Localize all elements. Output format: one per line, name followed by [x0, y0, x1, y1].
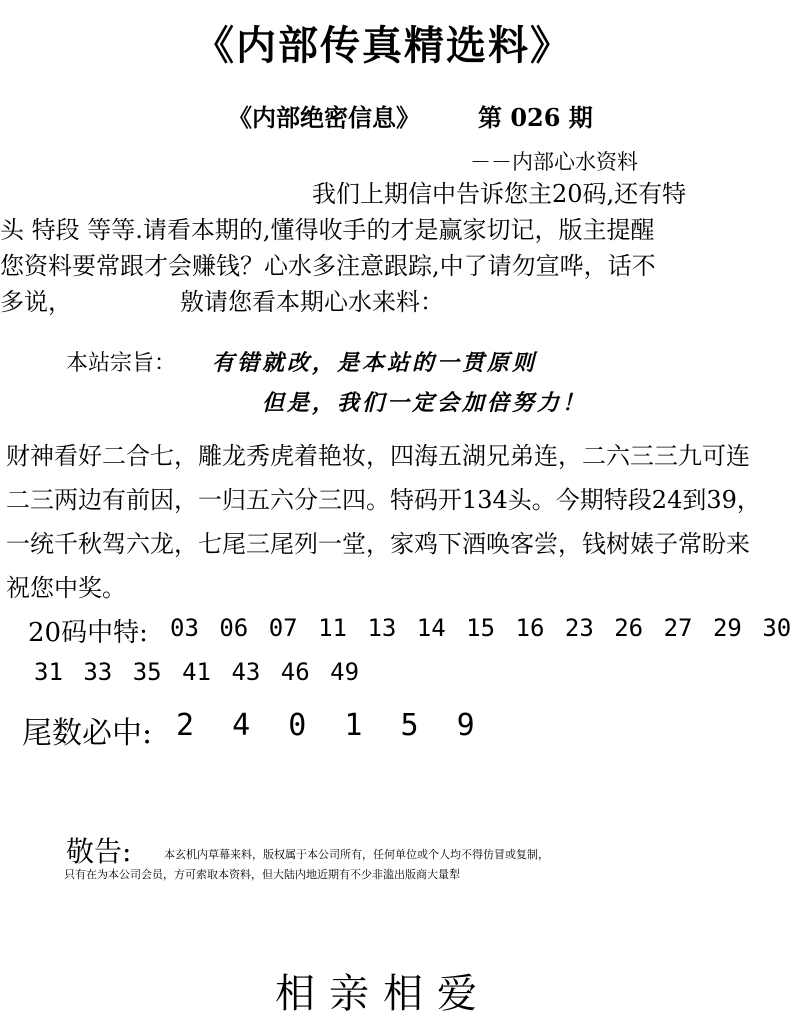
numbers-label: 20码中特:	[28, 618, 148, 648]
intro-paragraph	[0, 176, 766, 320]
poem-line: 财神看好二合七，雕龙秀虎着艳妆，四海五湖兄弟连，二六三三九可连	[6, 442, 750, 470]
motto-label: 本站宗旨：	[66, 351, 177, 376]
tail-digit: 5	[400, 708, 425, 743]
number-item: 27	[663, 614, 693, 642]
notice-line-1: 本玄机内草幕来料，版权属于本公司所有，任何单位或个人均不得仿冒或复制，	[164, 848, 549, 861]
issue-number: 第 026 期	[478, 103, 593, 132]
tail-digit: 0	[288, 708, 313, 743]
intro-line: 多说， 敫请您看本期心水来料：	[0, 288, 444, 316]
numbers-row-1	[170, 614, 791, 642]
number-item: 16	[515, 614, 545, 642]
notice-label: 敬告:	[66, 835, 132, 868]
tail-digit: 1	[344, 708, 369, 743]
number-item: 23	[564, 614, 594, 642]
number-item: 33	[83, 658, 113, 686]
number-item: 03	[170, 614, 199, 642]
number-item: 46	[280, 658, 310, 686]
number-item: 43	[231, 658, 261, 686]
tail-digit: 9	[456, 708, 481, 743]
number-item: 14	[416, 614, 446, 642]
number-item: 35	[132, 658, 162, 686]
intro-line: 我们上期信中告诉您主20码,还有特	[0, 180, 687, 208]
motto-line-2: 但是，我们一定会加倍努力！	[262, 390, 588, 416]
number-item: 31	[34, 658, 63, 686]
number-item: 07	[268, 614, 298, 642]
tail-digit: 4	[232, 708, 257, 743]
tail-label: 尾数必中:	[22, 716, 153, 751]
poem-line: 祝您中奖。	[6, 574, 126, 602]
number-item: 06	[219, 614, 249, 642]
number-item: 11	[318, 614, 347, 642]
number-item: 13	[367, 614, 397, 642]
subtitle: 《内部绝密信息》	[228, 103, 420, 132]
number-item: 49	[330, 658, 360, 686]
number-item: 29	[712, 614, 742, 642]
number-item: 26	[614, 614, 644, 642]
number-item: 30	[762, 614, 791, 642]
number-item: 41	[182, 658, 211, 686]
poem-line: 一统千秋驾六龙，七尾三尾列一堂，家鸡下酒唤客尝，钱树婊子常盼来	[6, 530, 750, 558]
tail-digit: 2	[176, 708, 201, 743]
intro-line: 您资料要常跟才会赚钱？心水多注意跟踪,中了请勿宣哗，话不	[0, 252, 656, 280]
source-line: －－内部心水资料	[470, 150, 638, 174]
number-item: 15	[466, 614, 496, 642]
footer-slogan: 相亲相爱	[275, 971, 491, 1017]
poem-block	[6, 434, 761, 610]
tail-values	[176, 708, 481, 743]
notice-line-2: 只有在为本公司会员，方可索取本资料，但大陆内地近期有不少非滥出版商大量犁	[64, 868, 460, 881]
numbers-row-2	[34, 658, 359, 686]
motto-line-1: 有错就改，是本站的一贯原则	[212, 350, 538, 376]
intro-line: 头 特段 等等.请看本期的,懂得收手的才是赢家切记，版主提醒	[0, 216, 655, 244]
poem-line: 二三两边有前因，一归五六分三四。特码开134头。今期特段24到39，	[6, 486, 761, 514]
page-title: 《内部传真精选料》	[194, 22, 572, 69]
